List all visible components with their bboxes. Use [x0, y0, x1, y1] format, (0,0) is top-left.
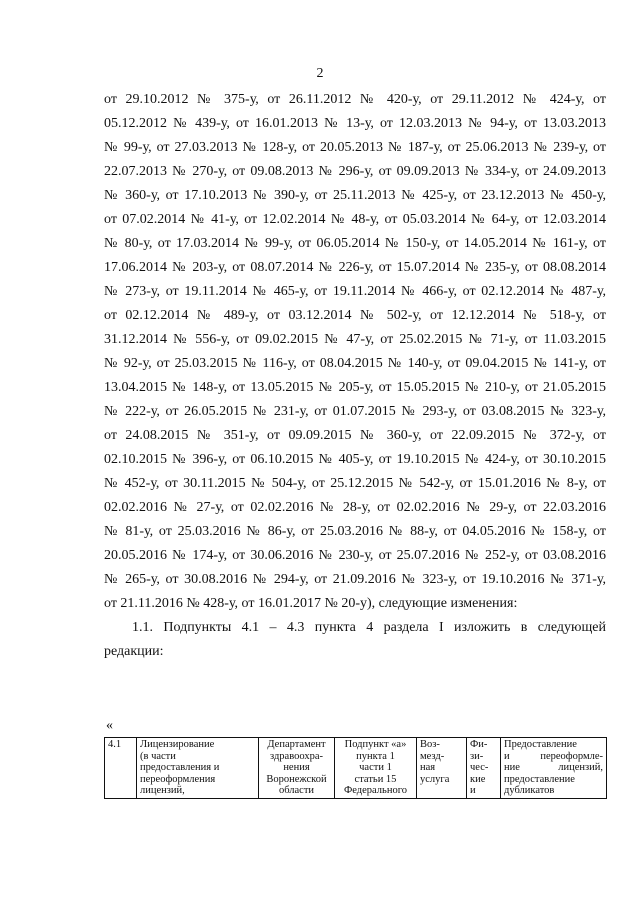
paragraph-line: № 273-у, от 19.11.2014 № 465-у, от 19.11.2014 № 466-у, от 02.12.2014 № 487-у, — [104, 284, 606, 299]
cell-text: 4.1 — [108, 739, 122, 750]
cell-text: (в части — [140, 750, 176, 762]
opening-quote: « — [106, 718, 113, 733]
paragraph-line: № 265-у, от 30.08.2016 № 294-у, от 21.09.2016 № 323-у, от 19.10.2016 № 371-у, — [104, 572, 606, 587]
paragraph-line: от 07.02.2014 № 41-у, от 12.02.2014 № 48-у, от 05.03.2014 № 64-у, от 12.03.2014 — [104, 212, 606, 227]
paragraph-line: 22.07.2013 № 270-у, от 09.08.2013 № 296-у, от 09.09.2013 № 334-у, от 24.09.2013 — [104, 164, 606, 179]
cell-text: и — [470, 785, 476, 797]
amendment-line: 1.1. Подпункты 4.1 – 4.3 пункта 4 раздела I изложить в следующей — [132, 620, 606, 635]
cell-text: Воронежской — [266, 773, 327, 785]
cell-text: дубликатов — [504, 785, 555, 797]
item-number-cell — [105, 738, 137, 799]
paragraph-line: от 21.11.2016 № 428-у, от 16.01.2017 № 20-у), следующие изменения: — [104, 596, 518, 611]
page-number: 2 — [316, 66, 324, 81]
cell-text: чес- — [470, 762, 489, 774]
paragraph-line: № 222-у, от 26.05.2015 № 231-у, от 01.07.2015 № 293-у, от 03.08.2015 № 323-у, — [104, 404, 606, 419]
cell-text: Предоставление — [504, 739, 577, 750]
service-name-cell — [137, 738, 259, 799]
cell-text: нения — [283, 762, 310, 774]
agency-cell — [259, 738, 335, 799]
cell-text: услуга — [420, 773, 450, 785]
cell-text: предоставление — [504, 773, 575, 785]
paragraph-line: № 360-у, от 17.10.2013 № 390-у, от 25.11.2013 № 425-у, от 23.12.2013 № 450-у, — [104, 188, 606, 203]
applicant-cell — [467, 738, 501, 799]
paragraph-line: 31.12.2014 № 556-у, от 09.02.2015 № 47-у, от 25.02.2015 № 71-у, от 11.03.2015 — [104, 332, 606, 347]
paragraph-line: 02.10.2015 № 396-у, от 06.10.2015 № 405-у, от 19.10.2015 № 424-у, от 30.10.2015 — [104, 452, 606, 467]
cell-text: области — [278, 785, 315, 797]
cell-text: лицензий, — [140, 785, 185, 797]
paragraph-line: 20.05.2016 № 174-у, от 30.06.2016 № 230-у, от 25.07.2016 № 252-у, от 03.08.2016 — [104, 548, 606, 563]
cell-text: предоставления и — [140, 762, 220, 774]
cell-text: и переоформле- — [504, 750, 603, 762]
paragraph-line: № 92-у, от 25.03.2015 № 116-у, от 08.04.2015 № 140-у, от 09.04.2015 № 141-у, от — [104, 356, 606, 371]
payment-cell — [417, 738, 467, 799]
cell-text: мезд- — [420, 750, 445, 762]
cell-text: ная — [420, 762, 436, 774]
paragraph-line: № 80-у, от 17.03.2014 № 99-у, от 06.05.2014 № 150-у, от 14.05.2014 № 161-у, от — [104, 236, 606, 251]
paragraph-line: № 99-у, от 27.03.2013 № 128-у, от 20.05.2013 № 187-у, от 25.06.2013 № 239-у, от — [104, 140, 606, 155]
table-row — [105, 738, 607, 799]
cell-text: Фи- — [470, 739, 488, 750]
cell-text: здравоохра- — [270, 750, 323, 762]
cell-text: Подпункт «а» — [344, 739, 407, 750]
paragraph-line: от 02.12.2014 № 489-у, от 03.12.2014 № 502-у, от 12.12.2014 № 518-у, от — [104, 308, 606, 323]
cell-text: части 1 — [359, 762, 392, 774]
paragraph-line: № 81-у, от 25.03.2016 № 86-у, от 25.03.2016 № 88-у, от 04.05.2016 № 158-у, от — [104, 524, 606, 539]
cell-text: кие — [470, 773, 486, 785]
cell-text: Лицензирование — [140, 739, 215, 750]
cell-text: Федерального — [343, 785, 407, 797]
cell-text: ние лицензий, — [504, 762, 603, 774]
cell-text: переоформления — [140, 773, 216, 785]
document-body — [104, 88, 606, 664]
paragraph-line: от 29.10.2012 № 375-у, от 26.11.2012 № 420-у, от 29.11.2012 № 424-у, от — [104, 92, 606, 107]
legal-basis-cell — [335, 738, 417, 799]
paragraph-line: от 24.08.2015 № 351-у, от 09.09.2015 № 360-у, от 22.09.2015 № 372-у, от — [104, 428, 606, 443]
paragraph-line: № 452-у, от 30.11.2015 № 504-у, от 25.12.2015 № 542-у, от 15.01.2016 № 8-у, от — [104, 476, 606, 491]
cell-text: Воз- — [420, 739, 440, 750]
cell-text: статьи 15 — [354, 773, 397, 785]
result-cell — [501, 738, 607, 799]
services-table — [104, 737, 607, 799]
amendment-line: редакции: — [104, 644, 164, 659]
paragraph-line: 13.04.2015 № 148-у, от 13.05.2015 № 205-у, от 15.05.2015 № 210-у, от 21.05.2015 — [104, 380, 606, 395]
paragraph-line: 02.02.2016 № 27-у, от 02.02.2016 № 28-у, от 02.02.2016 № 29-у, от 22.03.2016 — [104, 500, 606, 515]
paragraph-line: 17.06.2014 № 203-у, от 08.07.2014 № 226-у, от 15.07.2014 № 235-у, от 08.08.2014 — [104, 260, 606, 275]
paragraph-line: 05.12.2012 № 439-у, от 16.01.2013 № 13-у, от 12.03.2013 № 94-у, от 13.03.2013 — [104, 116, 606, 131]
cell-text: пункта 1 — [356, 750, 395, 762]
cell-text: зи- — [470, 750, 484, 762]
cell-text: Департамент — [267, 739, 326, 750]
